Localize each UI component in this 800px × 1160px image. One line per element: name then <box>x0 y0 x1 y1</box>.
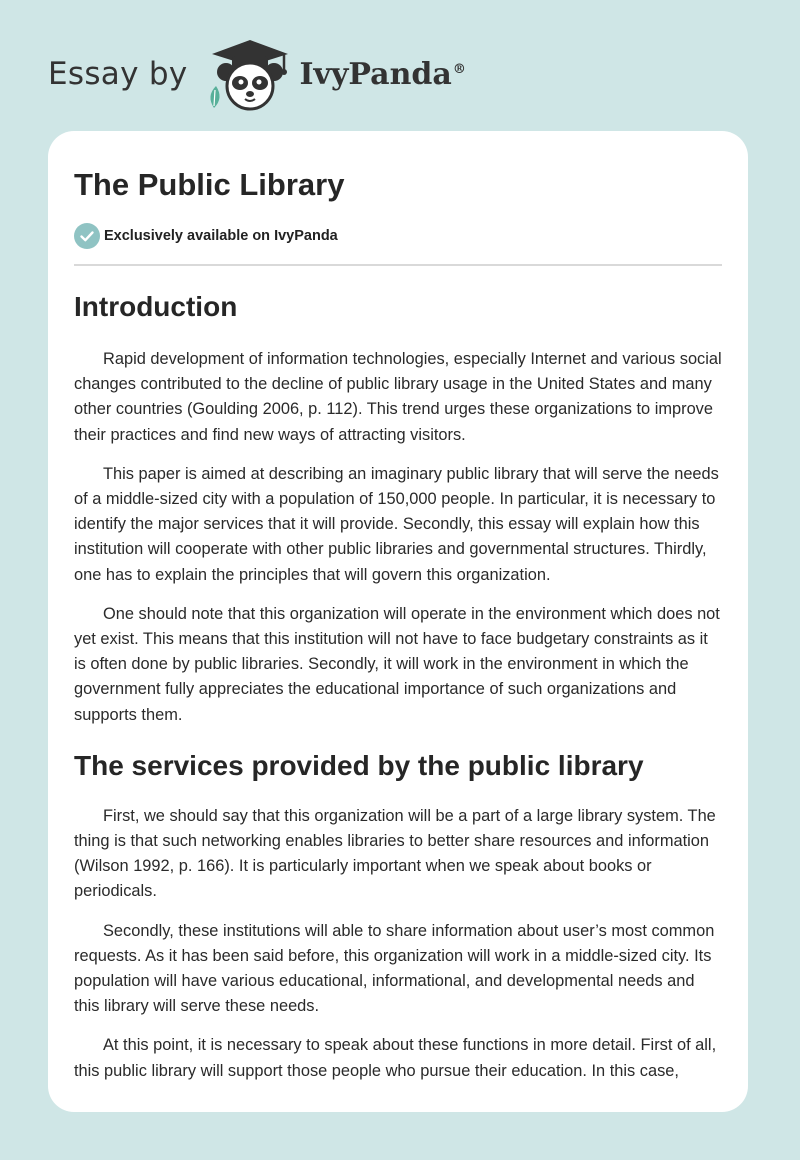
brand-header <box>48 36 508 112</box>
paragraph: At this point, it is necessary to speak about these functions in more detail. First of all, this public library will support those people who pursue their education. In this case, <box>74 1036 717 1080</box>
page-title: The Public Library <box>74 167 345 202</box>
brand-name: IvyPanda® <box>299 56 466 92</box>
paragraph: Secondly, these institutions will able to share information about user’s most common requests. As it has been said before, this organization will work in a middle-sized city. Its population will have various educational, informational, and developmental needs and this library will serve these needs. <box>74 921 715 1016</box>
section-heading-services: The services provided by the public library <box>74 749 644 781</box>
essay-card <box>48 131 748 1112</box>
paragraph: This paper is aimed at describing an imaginary public library that will serve the needs of a middle-sized city with a population of 150,000 people. In particular, it is necessary to identify the major services that it will provide. Secondly, this essay will explain how this institution will cooperate with other public libraries and governmental structures. Thirdly, one has to explain the principles that will govern this organization. <box>74 464 719 584</box>
paragraph: Rapid development of information technologies, especially Internet and various social changes contributed to the decline of public library usage in the United States and many other countries (Goulding 2006, p. 112). This trend urges these organizations to improve their practices and find new ways of attracting visitors. <box>74 350 722 444</box>
paragraph: One should note that this organization will operate in the environment which does not yet exist. This means that this institution will not have to face budgetary constraints as it is often done by public libraries. Secondly, it will work in the environment in which the government fully appreciates the educational importance of such organizations and supports them. <box>74 604 720 724</box>
brand-prefix: Essay by <box>48 56 188 92</box>
exclusive-badge <box>74 223 722 249</box>
paragraph: First, we should say that this organization will be a part of a large library system. The thing is that such networking enables libraries to better share resources and information (Wilson 1992, p. 166). It is particularly important when we speak about books or periodicals. <box>74 806 716 901</box>
panda-logo-icon <box>204 36 296 112</box>
exclusive-badge-label: Exclusively available on IvyPanda <box>104 228 338 244</box>
section-heading-introduction: Introduction <box>74 291 238 322</box>
check-circle-icon <box>74 223 100 249</box>
